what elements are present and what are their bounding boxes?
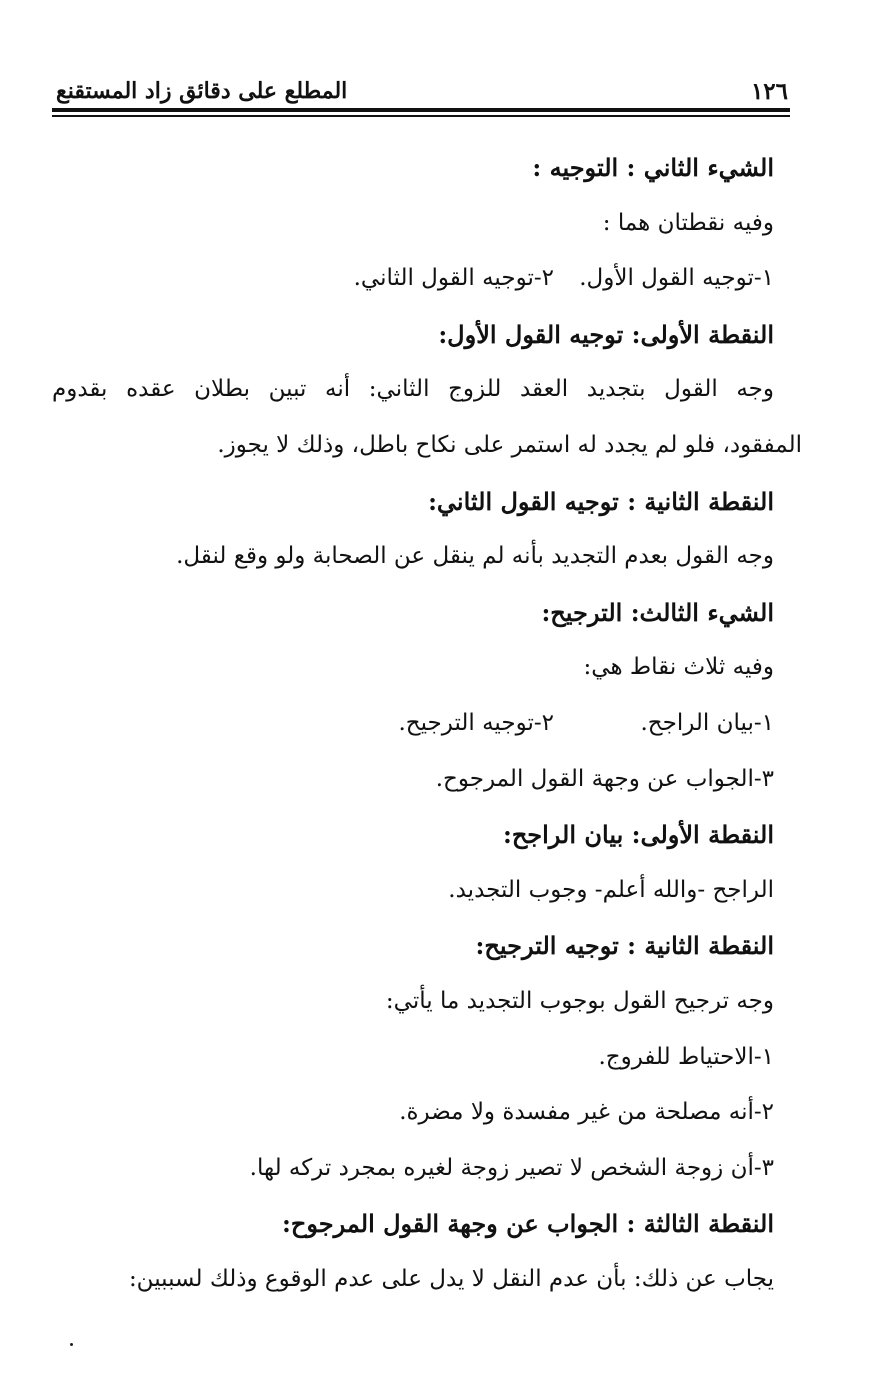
point-heading: النقطة الثانية : توجيه القول الثاني:	[428, 486, 774, 516]
section-heading: الشيء الثالث: الترجيح:	[541, 597, 774, 627]
point-heading: النقطة الثانية : توجيه الترجيح:	[475, 931, 774, 961]
paragraph: وجه ترجيح القول بوجوب التجديد ما يأتي:	[385, 987, 774, 1014]
list-item: ١-الاحتياط للفروج.	[598, 1043, 774, 1070]
list-item: ٢-أنه مصلحة من غير مفسدة ولا مضرة.	[399, 1099, 774, 1126]
list-row	[52, 251, 774, 307]
list-item: ٣-الجواب عن وجهة القول المرجوح.	[435, 765, 774, 792]
paragraph: الراجح -والله أعلم- وجوب التجديد.	[448, 876, 774, 903]
point-heading: النقطة الأولى: بيان الراجح:	[502, 820, 774, 850]
page-number: ١٢٦	[750, 78, 788, 105]
paragraph: يجاب عن ذلك: بأن عدم النقل لا يدل على عدم الوقوع وذلك لسببين:	[128, 1265, 774, 1292]
list-row	[52, 696, 774, 752]
list-item: ٢-توجيه القول الثاني.	[353, 265, 554, 292]
paragraph: المفقود، فلو لم يجدد له استمر على نكاح باطل، وذلك لا يجوز.	[217, 431, 802, 458]
paragraph: وجه القول بعدم التجديد بأنه لم ينقل عن الصحابة ولو وقع لنقل.	[176, 543, 774, 570]
point-heading: النقطة الأولى: توجيه القول الأول:	[438, 319, 774, 349]
list-item: ٣-أن زوجة الشخص لا تصير زوجة لغيره بمجرد تركه لها.	[249, 1154, 774, 1181]
header-rule-thin	[52, 115, 790, 117]
list-item: ١-بيان الراجح.	[640, 709, 774, 736]
section-heading: الشيء الثاني : التوجيه :	[532, 153, 774, 182]
paragraph: وجه القول بتجديد العقد للزوج الثاني: أنه تبين بطلان عقده بقدوم	[52, 376, 774, 403]
list-item: ١-توجيه القول الأول.	[579, 265, 774, 292]
header-rule-thick	[52, 108, 790, 112]
page-body	[52, 140, 802, 1307]
paragraph: وفيه ثلاث نقاط هي:	[583, 654, 774, 681]
running-title: المطلع على دقائق زاد المستقنع	[56, 78, 348, 104]
list-item: ٢-توجيه الترجيح.	[398, 709, 554, 736]
page-header	[52, 76, 790, 106]
paragraph: وفيه نقطتان هما :	[602, 209, 774, 236]
scan-speck	[70, 1343, 73, 1346]
point-heading: النقطة الثالثة : الجواب عن وجهة القول المرجوح:	[282, 1209, 774, 1239]
